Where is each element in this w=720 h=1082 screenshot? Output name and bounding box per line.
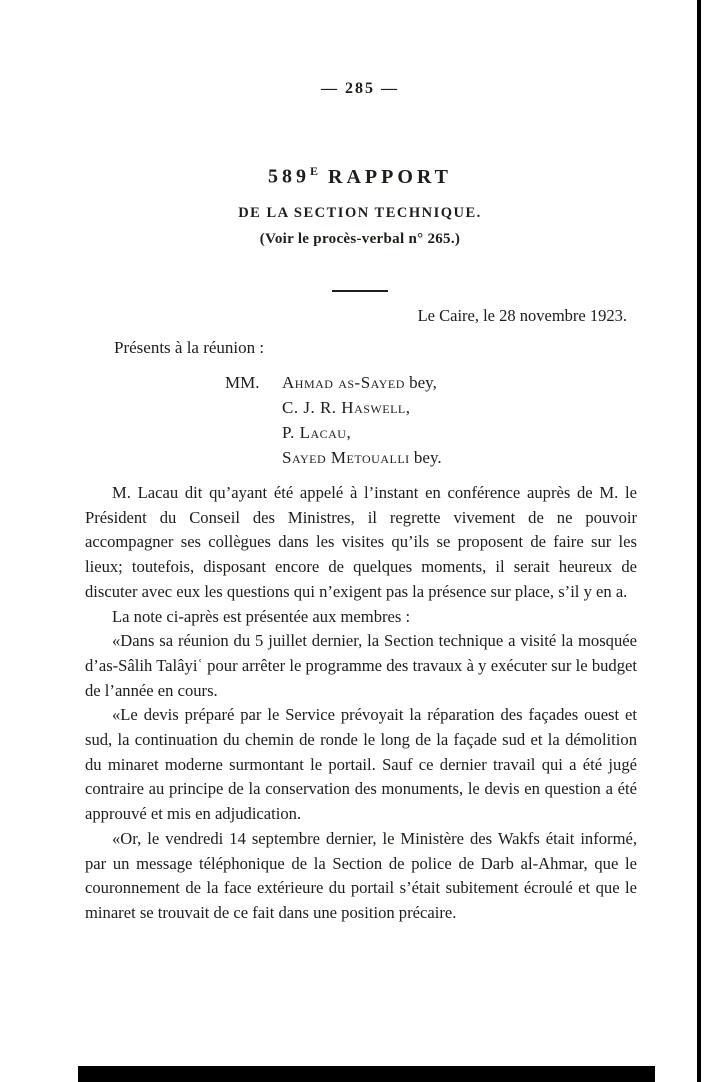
attendee-name: C. J. R. Haswell bbox=[282, 398, 406, 417]
paragraph: «Le devis préparé par le Service prévoyait la réparation des façades ouest et sud, la continuation du chemin de ronde le long de la façade sud et la démolition du minaret moderne surmontant le portail. Sauf ce dernier travail qui a été jugé contraire au principe de la conservation des monuments, le devis en question a été approuvé et mis en adjudication. bbox=[85, 705, 637, 824]
paragraph: «Dans sa réunion du 5 juillet dernier, la Section technique a visité la mosquée d’as-Sâlih Talâyiʿ pour arrêter le programme des travaux à y exécuter sur le budget de l’année en cours. bbox=[85, 631, 637, 700]
scan-edge-bottom bbox=[78, 1066, 655, 1082]
scan-edge-right bbox=[697, 0, 701, 1082]
attendee-name: P. Lacau bbox=[282, 423, 347, 442]
page-number: — 285 — bbox=[321, 80, 399, 97]
attendee-prefix: MM. bbox=[225, 373, 260, 392]
report-title-word: RAPPORT bbox=[328, 165, 452, 188]
attendee-row bbox=[225, 370, 442, 395]
report-title-number: 589 bbox=[268, 165, 310, 188]
report-reference: (Voir le procès-verbal n° 265.) bbox=[259, 231, 461, 247]
paragraph: M. Lacau dit qu’ayant été appelé à l’instant en conférence auprès de M. le Président du Conseil des Ministres, il regrette vivement de ne pouvoir accompagner ses collègues dans les visites qu’ils se proposent de faire sur les lieux; toutefois, disposant encore de quelques moments, il serait heureux de discuter avec eux les questions qui n’exigent pas la présence sur place, s’il y en a. bbox=[85, 483, 637, 601]
attendee-list bbox=[225, 370, 442, 470]
paragraph: La note ci-après est présentée aux membres : bbox=[112, 606, 411, 626]
report-title bbox=[0, 164, 720, 189]
attendee-name: Sayed Metoualli bbox=[282, 448, 410, 467]
attendee-row bbox=[282, 395, 442, 420]
attendee-suffix: bey. bbox=[409, 448, 442, 467]
attendee-suffix: bey, bbox=[404, 373, 437, 392]
presents-label: Présents à la réunion : bbox=[114, 338, 265, 357]
attendee-row bbox=[282, 445, 442, 470]
attendee-name: Ahmad as-Sayed bbox=[282, 373, 405, 392]
report-title-ordinal: E bbox=[310, 164, 319, 178]
report-body bbox=[85, 481, 637, 926]
attendee-row bbox=[282, 420, 442, 445]
report-subtitle: DE LA SECTION TECHNIQUE. bbox=[238, 205, 482, 221]
dateline: Le Caire, le 28 novembre 1923. bbox=[417, 306, 627, 325]
attendee-suffix: , bbox=[405, 398, 410, 417]
section-divider bbox=[332, 290, 388, 292]
paragraph: «Or, le vendredi 14 septembre dernier, le Ministère des Wakfs était informé, par un message téléphonique de la Section de police de Darb al-Ahmar, que le couronnement de la face extérieure du portail s’était subitement écroulé et que le minaret se trouvait de ce fait dans une position précaire. bbox=[85, 828, 637, 922]
attendee-suffix: , bbox=[346, 423, 351, 442]
